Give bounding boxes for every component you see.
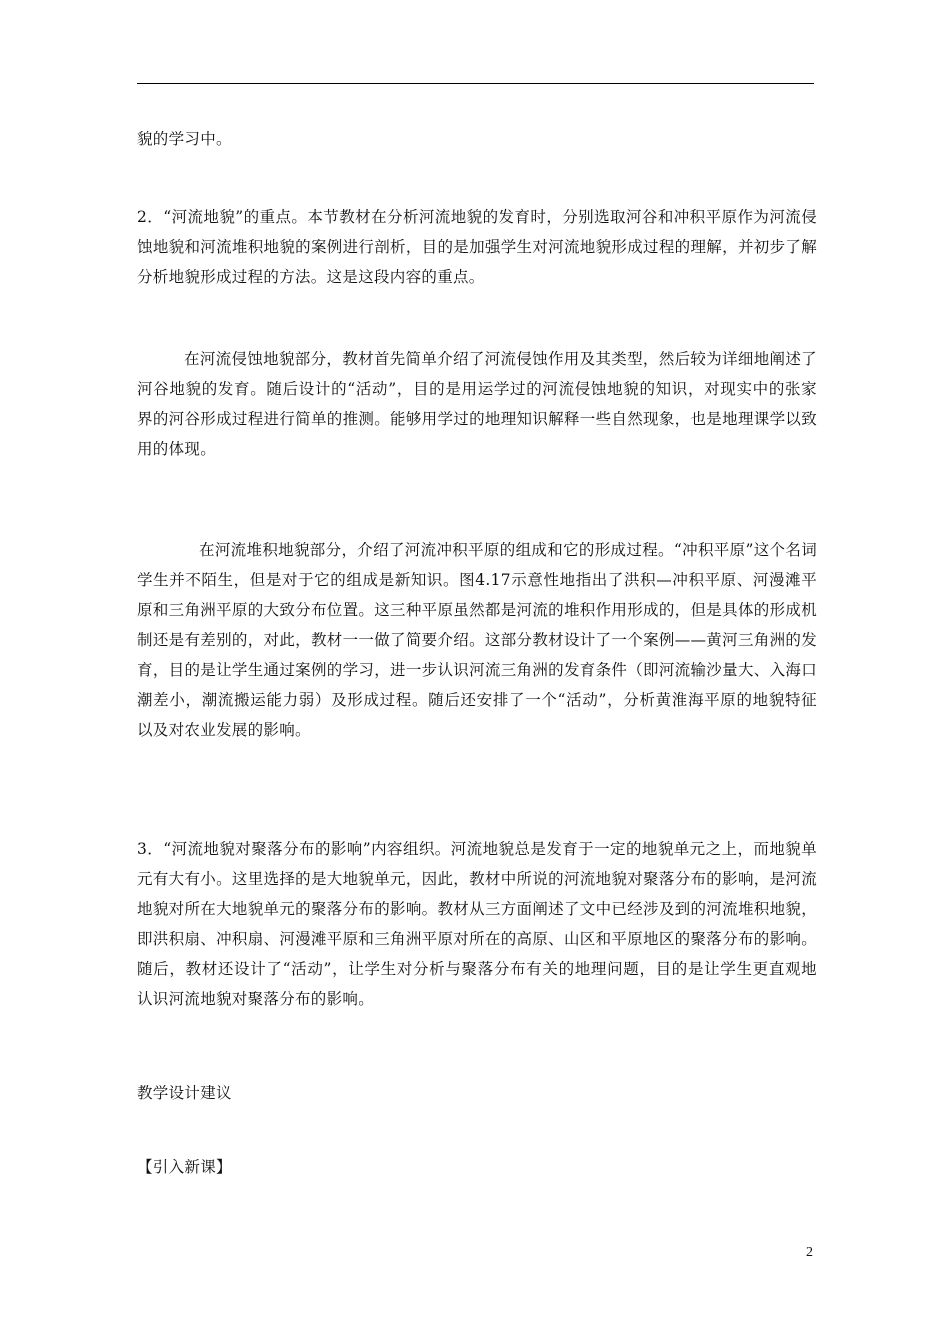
paragraph-settlement-distribution: 3．“河流地貌对聚落分布的影响”内容组织。河流地貌总是发育于一定的地貌单元之上，而地貌单元有大有小。这里选择的是大地貌单元，因此，教材中所说的河流地貌对聚落分布的影响，是河流地貌对所在大地貌单元的聚落分布的影响。教材从三方面阐述了文中已经涉及到的河流堆积地貌，即洪积扇、冲积扇、河漫滩平原和三角洲平原对所在的高原、山区和平原地区的聚落分布的影响。随后，教材还设计了“活动”，让学生对分析与聚落分布有关的地理问题，目的是让学生更直观地认识河流地貌对聚落分布的影响。: [137, 840, 817, 1008]
paragraph-deposition-landform: 在河流堆积地貌部分，介绍了河流冲积平原的组成和它的形成过程。“冲积平原”这个名词学生并不陌生，但是对于它的组成是新知识。图4.17示意性地指出了洪积—冲积平原、河漫滩平原和三角洲平原的大致分布位置。这三种平原虽然都是河流的堆积作用形成的，但是具体的形成机制还是有差别的，对此，教材一一做了简要介绍。这部分教材设计了一个案例——黄河三角洲的发育，目的是让学生通过案例的学习，进一步认识河流三角洲的发育条件（即河流输沙量大、入海口潮差小，潮流搬运能力弱）及形成过程。随后还安排了一个“活动”，分析黄淮海平原的地貌特征以及对农业发展的影响。: [137, 541, 817, 739]
section-heading-introduce-lesson: 【引入新课】: [137, 1158, 232, 1176]
paragraph-erosion-landform: 在河流侵蚀地貌部分，教材首先简单介绍了河流侵蚀作用及其类型，然后较为详细地阐述了河谷地貌的发育。随后设计的“活动”，目的是用运学过的河流侵蚀地貌的知识，对现实中的张家界的河谷形成过程进行简单的推测。能够用学过的地理知识解释一些自然现象，也是地理课学以致用的体现。: [137, 350, 817, 458]
section-heading-teaching-design: 教学设计建议: [137, 1084, 232, 1102]
header-rule: [137, 83, 814, 84]
paragraph-continuation: 貌的学习中。: [137, 130, 232, 148]
page-number: 2: [806, 1245, 813, 1260]
paragraph-river-landform-focus: 2．“河流地貌”的重点。本节教材在分析河流地貌的发育时，分别选取河谷和冲积平原作为河流侵蚀地貌和河流堆积地貌的案例进行剖析，目的是加强学生对河流地貌形成过程的理解，并初步了解分析地貌形成过程的方法。这是这段内容的重点。: [137, 208, 817, 286]
